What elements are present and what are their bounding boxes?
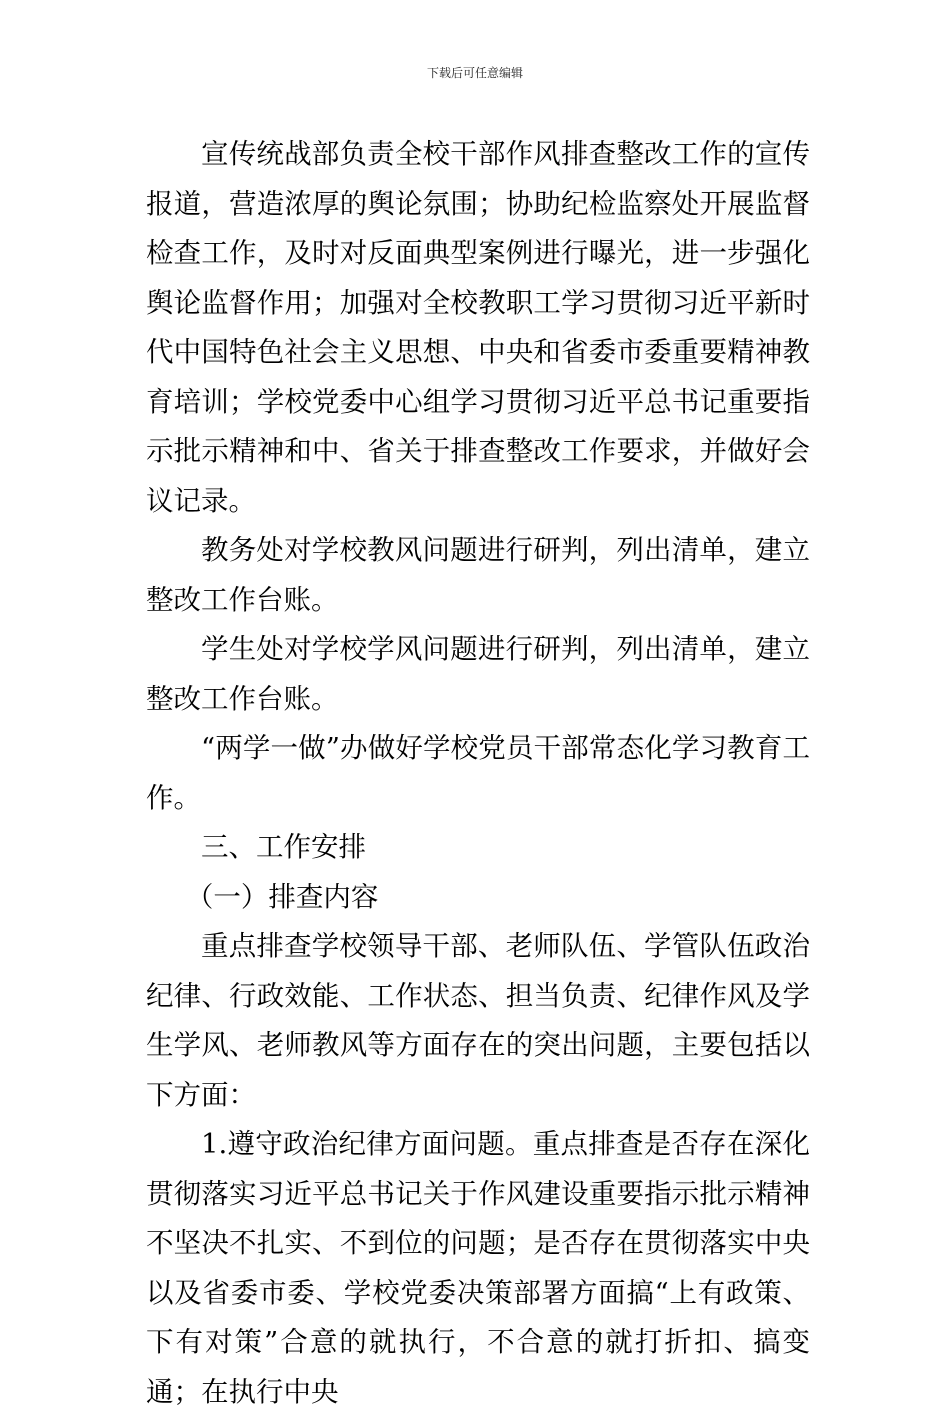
subsection-heading-inspection-content: （一）排查内容: [185, 880, 379, 913]
paragraph-student-affairs: 学生处对学校学风问题进行研判，列出清单，建立整改工作台账。: [146, 633, 810, 715]
paragraph-political-discipline: 1.遵守政治纪律方面问题。重点排查是否存在深化贯彻落实习近平总书记关于作风建设重要指示批示精神不坚决不扎实、不到位的问题；是否存在贯彻落实中央以及省委市委、学校党委决策部署方面搞“上有政策、下有对策”合意的就执行，不合意的就打折扣、搞变通；在执行中央: [146, 1128, 810, 1408]
document-body: [146, 130, 810, 1417]
paragraph-publicity-dept: 宣传统战部负责全校干部作风排查整改工作的宣传报道，营造浓厚的舆论氛围；协助纪检监察处开展监督检查工作，及时对反面典型案例进行曝光，进一步强化舆论监督作用；加强对全校教职工学习贯彻习近平新时代中国特色社会主义思想、中央和省委市委重要精神教育培训；学校党委中心组学习贯彻习近平总书记重要指示批示精神和中、省关于排查整改工作要求，并做好会议记录。: [146, 138, 810, 517]
paragraph-inspection-focus: 重点排查学校领导干部、老师队伍、学管队伍政治纪律、行政效能、工作状态、担当负责、纪律作风及学生学风、老师教风等方面存在的突出问题，主要包括以下方面：: [146, 930, 810, 1111]
paragraph-two-studies-office: “两学一做”办做好学校党员干部常态化学习教育工作。: [146, 732, 810, 814]
section-heading-work-arrangement: 三、工作安排: [201, 831, 366, 863]
page-header: 下载后可任意编辑: [426, 66, 523, 80]
paragraph-academic-affairs: 教务处对学校教风问题进行研判，列出清单，建立整改工作台账。: [146, 534, 810, 616]
